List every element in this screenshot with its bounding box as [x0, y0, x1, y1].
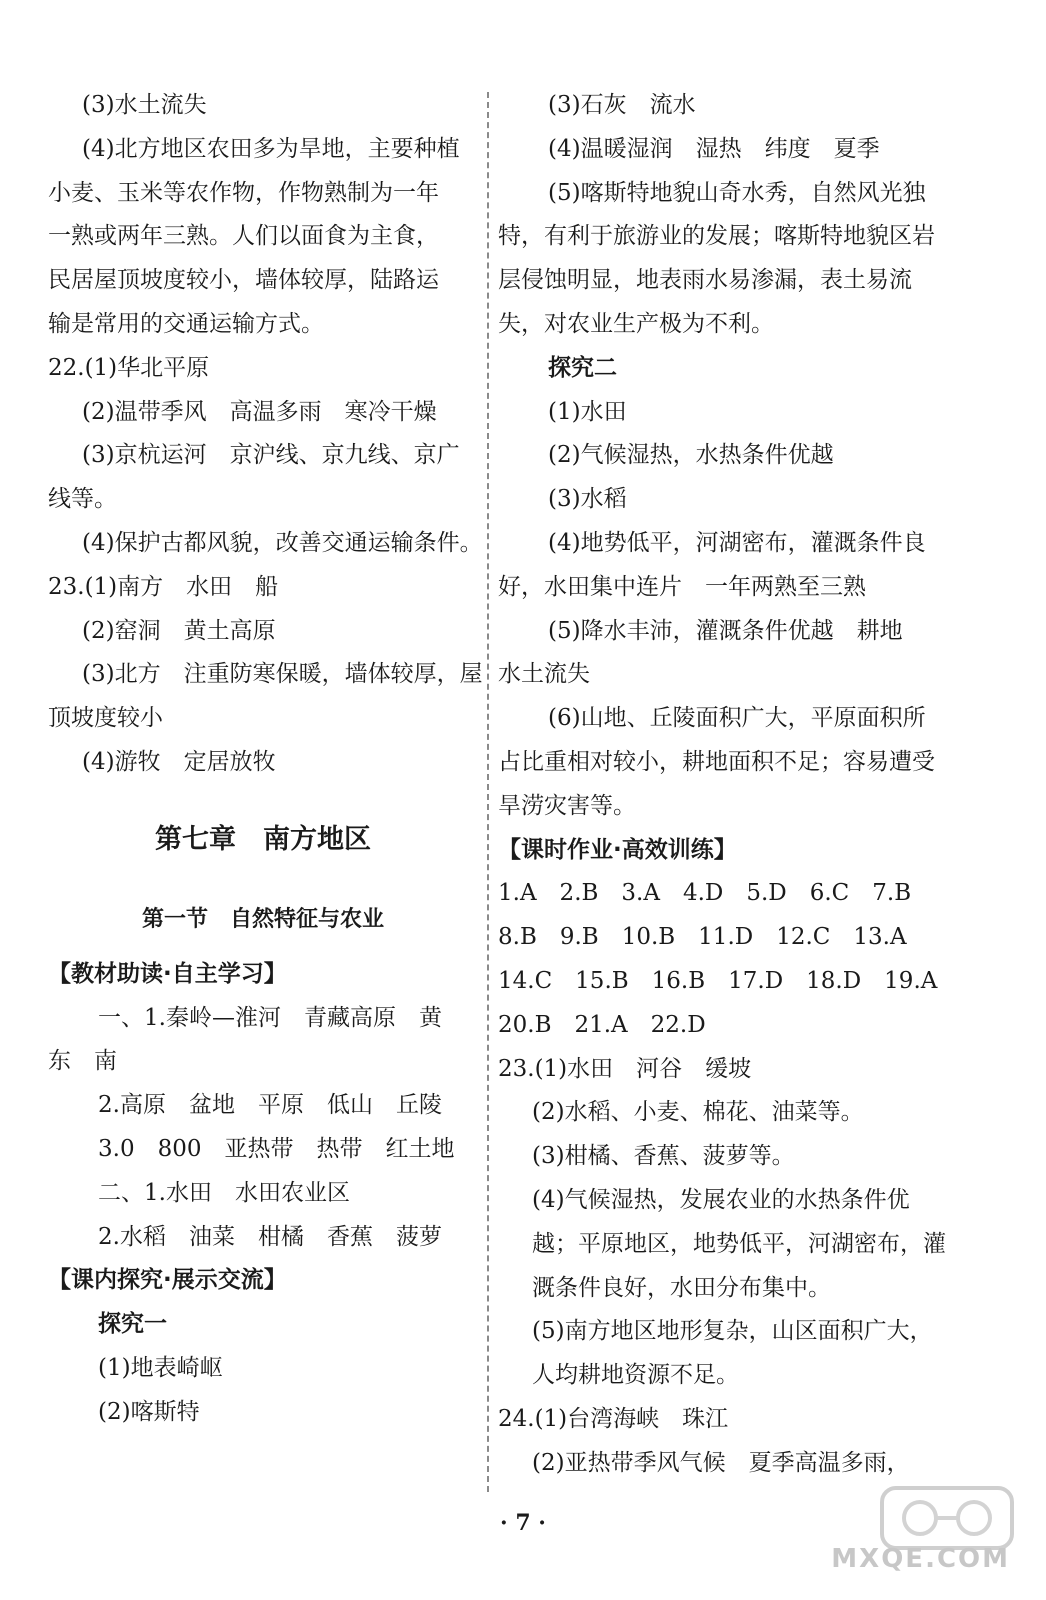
answer-line: 一、1.秦岭—淮河 青藏高原 黄 — [98, 1004, 442, 1031]
answer-line: 22.(1)华北平原 — [48, 354, 210, 381]
section-title: 第一节 自然特征与农业 — [141, 906, 384, 932]
answer-line: 8.B 9.B 10.B 11.D 12.C 13.A — [498, 924, 907, 951]
answer-line: (3)水土流失 — [82, 92, 207, 118]
chapter-title: 第七章 南方地区 — [155, 823, 371, 855]
answer-line: 2.高原 盆地 平原 低山 丘陵 — [98, 1092, 442, 1119]
answer-line: (4)地势低平，河湖密布，灌溉条件良 — [548, 529, 926, 556]
watermark-logo — [831, 1480, 1032, 1590]
answer-line: 线等。 — [48, 486, 117, 513]
left-answer-block — [48, 84, 483, 785]
answer-line: (5)降水丰沛，灌溉条件优越 耕地 — [548, 617, 903, 644]
answer-line: (2)亚热带季风气候 夏季高温多雨， — [532, 1449, 910, 1476]
column-divider — [487, 92, 489, 1492]
answer-line: 2.水稻 油菜 柑橘 香蕉 菠萝 — [98, 1223, 442, 1250]
answer-line: 14.C 15.B 16.B 17.D 18.D 19.A — [498, 967, 938, 994]
left-answer-block-after — [48, 953, 478, 1435]
right-answer-block — [498, 84, 948, 1486]
answer-line: 占比重相对较小，耕地面积不足；容易遭受 — [498, 748, 935, 775]
answer-line: (5)南方地区地形复杂，山区面积广大， — [532, 1318, 933, 1345]
answer-line: (5)喀斯特地貌山奇水秀，自然风光独 — [548, 179, 926, 206]
answer-line: (2)温带季风 高温多雨 寒冷干燥 — [82, 398, 437, 425]
page-number: · 7 · — [500, 1510, 546, 1536]
answer-line: 【教材助读·自主学习】 — [48, 960, 287, 987]
answer-line: (2)水稻、小麦、棉花、油菜等。 — [532, 1099, 864, 1126]
answer-line: (3)京杭运河 京沪线、京九线、京广 — [82, 442, 460, 469]
answer-line: 23.(1)水田 河谷 缓坡 — [498, 1055, 752, 1082]
answer-line: 二、1.水田 水田农业区 — [98, 1179, 350, 1206]
answer-line: 3.0 800 亚热带 热带 红土地 — [98, 1135, 455, 1162]
answer-line: 人均耕地资源不足。 — [532, 1362, 739, 1389]
answer-line: (6)山地、丘陵面积广大，平原面积所 — [548, 705, 926, 732]
answer-line: 顶坡度较小 — [48, 705, 163, 732]
answer-line: (3)北方 注重防寒保暖，墙体较厚，屋 — [82, 661, 483, 688]
answer-line: 民居屋顶坡度较小，墙体较厚，陆路运 — [48, 267, 439, 294]
answer-line: 24.(1)台湾海峡 珠江 — [498, 1405, 729, 1432]
answer-line: 特，有利于旅游业的发展；喀斯特地貌区岩 — [498, 223, 935, 250]
answer-line: 溉条件良好，水田分布集中。 — [532, 1274, 831, 1301]
answer-line: 水土流失 — [498, 661, 590, 688]
answer-line: (3)柑橘、香蕉、菠萝等。 — [532, 1143, 795, 1170]
answer-line: (2)喀斯特 — [98, 1398, 200, 1425]
answer-line: 23.(1)南方 水田 船 — [48, 573, 279, 600]
answer-line: 越；平原地区，地势低平，河湖密布，灌 — [532, 1230, 946, 1257]
answer-line: 【课时作业·高效训练】 — [498, 836, 737, 863]
answer-line: (3)水稻 — [548, 486, 627, 513]
answer-line: (1)水田 — [548, 398, 627, 425]
answer-line: 1.A 2.B 3.A 4.D 5.D 6.C 7.B — [498, 880, 912, 907]
answer-line: (4)北方地区农田多为旱地，主要种植 — [82, 135, 460, 162]
watermark-text: MXQE.COM — [831, 1544, 1010, 1574]
answer-line: (4)保护古都风貌，改善交通运输条件。 — [82, 529, 483, 556]
answer-line: 探究一 — [98, 1311, 167, 1338]
answer-line: 20.B 21.A 22.D — [498, 1011, 706, 1038]
answer-line: 输是常用的交通运输方式。 — [48, 310, 324, 337]
right-column — [498, 84, 948, 1486]
answer-line: 好，水田集中连片 一年两熟至三熟 — [498, 573, 866, 600]
answer-line: 一熟或两年三熟。人们以面食为主食， — [48, 223, 439, 250]
answer-line: 层侵蚀明显，地表雨水易渗漏，表土易流 — [498, 267, 912, 294]
answer-line: (4)温暖湿润 湿热 纬度 夏季 — [548, 135, 880, 162]
answer-line: 东 南 — [48, 1048, 117, 1075]
answer-line: 探究二 — [548, 354, 617, 381]
answer-line: (2)窑洞 黄土高原 — [82, 617, 276, 644]
answer-line: (4)气候湿热，发展农业的水热条件优 — [532, 1186, 910, 1213]
answer-line: 【课内探究·展示交流】 — [48, 1267, 287, 1294]
answer-line: (3)石灰 流水 — [548, 92, 696, 118]
answer-line: 旱涝灾害等。 — [498, 792, 636, 819]
answer-line: (2)气候湿热，水热条件优越 — [548, 442, 834, 469]
answer-line: (1)地表崎岖 — [98, 1354, 223, 1381]
answer-line: 小麦、玉米等农作物，作物熟制为一年 — [48, 179, 439, 206]
left-column — [48, 84, 483, 1435]
answer-line: 失，对农业生产极为不利。 — [498, 310, 774, 337]
answer-line: (4)游牧 定居放牧 — [82, 748, 276, 775]
